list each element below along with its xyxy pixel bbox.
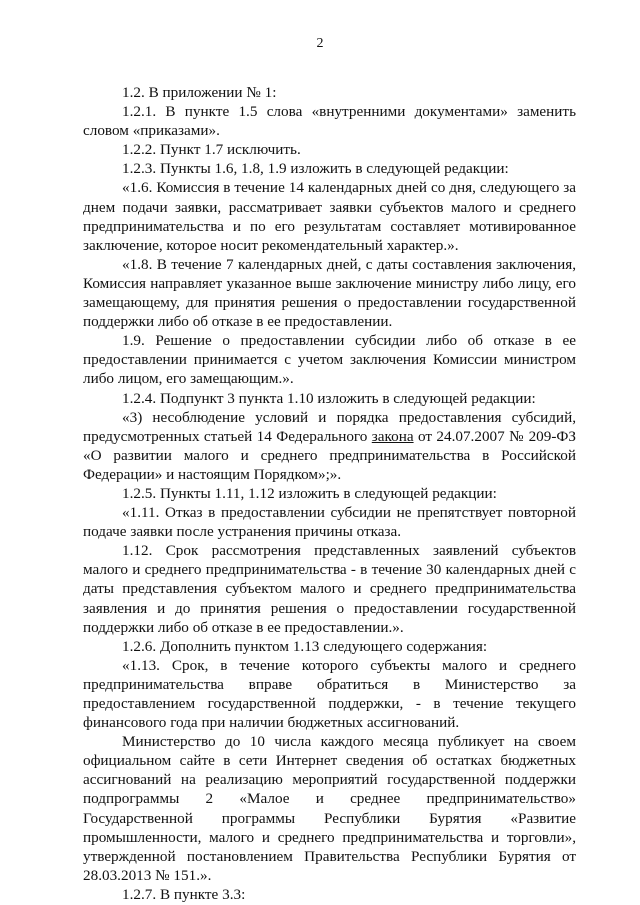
paragraph: «1.8. В течение 7 календарных дней, с даты составления заключения, Комиссия направляет указанное выше заключение министру либо лицу, его замещающему, для принятия решения о предоставлении государственной поддержки либо об отказе в ее предоставлении. — [83, 255, 576, 331]
paragraph: Министерство до 10 числа каждого месяца публикует на своем официальном сайте в сети Интернет сведения об остатках бюджетных ассигнований на реализацию мероприятий государственной поддержки подпрограммы 2 «Малое и среднее предпринимательство» Государственной программы Республики Бурятия «Развитие промышленности, малого и среднего предпринимательства и торговли», утвержденной постановлением Правительства Республики Бурятия от 28.03.2013 № 151.». — [83, 733, 576, 884]
paragraph: «1.6. Комиссия в течение 14 календарных дней со дня, следующего за днем подачи заявки, рассматривает заявки субъектов малого и среднего предпринимательства и по его результатам составляет мотивированное заключение, которое носит рекомендательный характер.». — [83, 179, 576, 254]
paragraph: 1.2.5. Пункты 1.11, 1.12 изложить в следующей редакции: — [122, 484, 497, 502]
paragraph: 1.2. В приложении № 1: — [122, 84, 277, 101]
paragraph-text: от 24.07.2007 № 209-ФЗ «О развитии малого и среднего предпринимательства в Российской Федерации» и настоящим Порядком»;». — [83, 427, 577, 483]
paragraph-with-link — [83, 408, 576, 484]
paragraph: 1.2.7. В пункте 3.3: — [122, 885, 246, 903]
paragraph: 1.2.3. Пункты 1.6, 1.8, 1.9 изложить в следующей редакции: — [122, 160, 509, 178]
page-number: 2 — [316, 36, 324, 51]
paragraph: 1.2.6. Дополнить пунктом 1.13 следующего содержания: — [122, 637, 488, 655]
paragraph: «1.13. Срок, в течение которого субъекты малого и среднего предпринимательства вправе обратиться в Министерство за предоставлением государственной поддержки, - в течение текущего финансового года при наличии бюджетных ассигнований. — [83, 656, 576, 732]
law-link[interactable]: закона — [371, 427, 414, 445]
paragraph: 1.12. Срок рассмотрения представленных заявлений субъектов малого и среднего предпринимательства - в течение 30 календарных дней с даты представления субъектом малого и среднего предпринимательства заявления и до принятия решения о предоставлении государственной поддержки либо об отказе в ее предоставлении.». — [83, 542, 576, 636]
paragraph-text: «3) несоблюдение условий и порядка предоставления субсидий, предусмотренных статьей 14 Федерального — [83, 408, 576, 445]
document-body — [83, 83, 576, 904]
paragraph: 1.2.4. Подпункт 3 пункта 1.10 изложить в следующей редакции: — [122, 389, 536, 407]
paragraph: 1.2.2. Пункт 1.7 исключить. — [122, 141, 301, 159]
paragraph: 1.2.1. В пункте 1.5 слова «внутренними документами» заменить словом «приказами». — [83, 103, 576, 140]
paragraph: «1.11. Отказ в предоставлении субсидии не препятствует повторной подаче заявки после устранения причины отказа. — [83, 504, 576, 541]
paragraph: 1.9. Решение о предоставлении субсидии либо об отказе в ее предоставлении принимается с учетом заключения Комиссии министром либо лицом, его замещающим.». — [83, 332, 576, 388]
